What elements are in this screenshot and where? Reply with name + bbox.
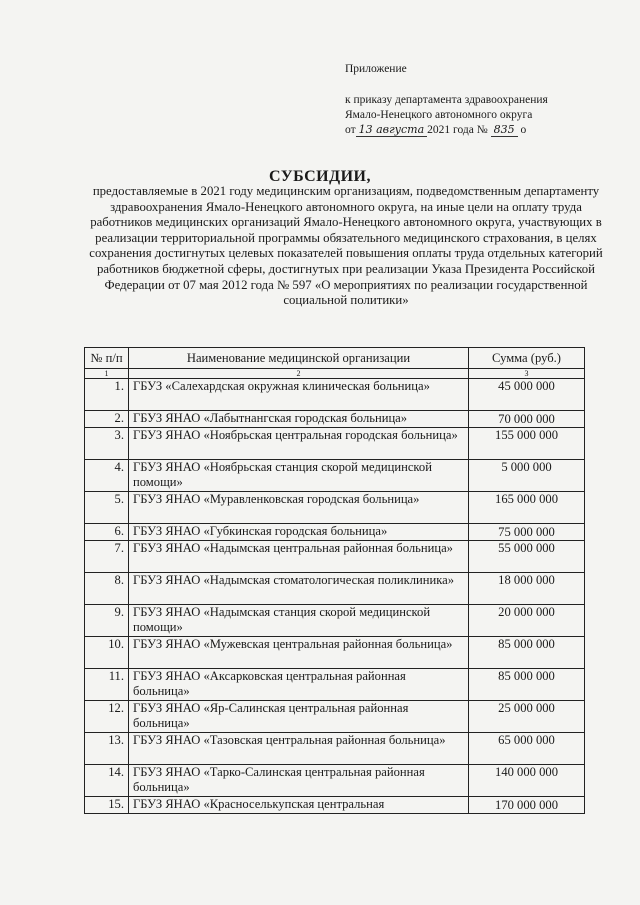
column-number-row [85, 369, 585, 379]
header-name: Наименование медицинской организации [129, 348, 469, 369]
row-num: 8. [85, 573, 129, 605]
row-name: ГБУЗ ЯНАО «Ноябрьская станция скорой медицинской помощи» [129, 460, 469, 492]
row-num: 5. [85, 492, 129, 524]
table-row [85, 573, 585, 605]
appendix-date-line [345, 123, 615, 138]
table-row [85, 797, 585, 814]
row-sum: 155 000 000 [469, 428, 585, 460]
row-name: ГБУЗ ЯНАО «Тарко-Салинская центральная районная больница» [129, 765, 469, 797]
table-row [85, 669, 585, 701]
row-sum: 165 000 000 [469, 492, 585, 524]
table-row [85, 460, 585, 492]
row-sum: 45 000 000 [469, 379, 585, 411]
row-name: ГБУЗ ЯНАО «Красноселькупская центральная [129, 797, 469, 814]
row-num: 15. [85, 797, 129, 814]
row-sum: 140 000 000 [469, 765, 585, 797]
row-sum: 85 000 000 [469, 669, 585, 701]
header-sum: Сумма (руб.) [469, 348, 585, 369]
colnum-1: 1 [85, 369, 129, 379]
colnum-2: 2 [129, 369, 469, 379]
row-sum: 65 000 000 [469, 733, 585, 765]
row-name: ГБУЗ ЯНАО «Губкинская городская больница» [129, 524, 469, 541]
row-sum: 5 000 000 [469, 460, 585, 492]
row-name: ГБУЗ ЯНАО «Ноябрьская центральная городская больница» [129, 428, 469, 460]
row-num: 7. [85, 541, 129, 573]
row-num: 11. [85, 669, 129, 701]
date-prefix: от [345, 124, 356, 136]
subsidies-table [84, 347, 585, 814]
row-num: 6. [85, 524, 129, 541]
row-num: 10. [85, 637, 129, 669]
table-row [85, 701, 585, 733]
table-row [85, 637, 585, 669]
row-name: ГБУЗ ЯНАО «Тазовская центральная районная больница» [129, 733, 469, 765]
row-name: ГБУЗ ЯНАО «Надымская стоматологическая поликлиника» [129, 573, 469, 605]
row-num: 1. [85, 379, 129, 411]
row-name: ГБУЗ ЯНАО «Муравленковская городская больница» [129, 492, 469, 524]
row-num: 14. [85, 765, 129, 797]
table-row [85, 765, 585, 797]
appendix-region-line: Ямало-Ненецкого автономного округа [345, 109, 533, 121]
row-name: ГБУЗ ЯНАО «Мужевская центральная районная больница» [129, 637, 469, 669]
table-row [85, 492, 585, 524]
handwritten-order-number: 835 [491, 124, 518, 137]
colnum-3: 3 [469, 369, 585, 379]
header-num: № п/п [85, 348, 129, 369]
row-num: 3. [85, 428, 129, 460]
row-sum: 85 000 000 [469, 637, 585, 669]
table-row [85, 541, 585, 573]
table-row [85, 605, 585, 637]
row-num: 12. [85, 701, 129, 733]
row-sum: 70 000 000 [469, 411, 585, 428]
row-sum: 55 000 000 [469, 541, 585, 573]
date-year: 2021 года № [427, 124, 488, 136]
table-row [85, 379, 585, 411]
date-suffix: о [520, 124, 527, 136]
appendix-title: Приложение [345, 63, 407, 75]
table-row [85, 428, 585, 460]
row-sum: 20 000 000 [469, 605, 585, 637]
row-name: ГБУЗ ЯНАО «Лабытнангская городская больница» [129, 411, 469, 428]
row-num: 13. [85, 733, 129, 765]
row-num: 9. [85, 605, 129, 637]
table-header-row [85, 348, 585, 369]
table-row [85, 411, 585, 428]
row-name: ГБУЗ ЯНАО «Надымская станция скорой медицинской помощи» [129, 605, 469, 637]
row-sum: 25 000 000 [469, 701, 585, 733]
table-row [85, 524, 585, 541]
appendix-order-line: к приказу департамента здравоохранения [345, 94, 548, 106]
row-num: 2. [85, 411, 129, 428]
document-heading: СУБСИДИИ, [269, 168, 371, 185]
row-name: ГБУЗ ЯНАО «Надымская центральная районная больница» [129, 541, 469, 573]
row-sum: 170 000 000 [469, 797, 585, 814]
table-row [85, 733, 585, 765]
document-intro: предоставляемые в 2021 году медицинским организациям, подведомственным департаменту здравоохранения Ямало-Ненецкого автономного округа, на иные цели на оплату труда работников медицинских организаций Ямало-Ненецкого автономного округа, участвующих в реализации территориальной программы обязательного медицинского страхования, в целях сохранения достигнутых целевых показателей повышения оплаты труда отдельных категорий работников бюджетной сферы, достигнутых при реализации Указа Президента Российской Федерации от 07 мая 2012 года № 597 «О мероприятиях по реализации государственной социальной политики» [89, 184, 603, 308]
row-sum: 75 000 000 [469, 524, 585, 541]
row-sum: 18 000 000 [469, 573, 585, 605]
row-name: ГБУЗ ЯНАО «Аксарковская центральная районная больница» [129, 669, 469, 701]
row-name: ГБУЗ «Салехардская окружная клиническая больница» [129, 379, 469, 411]
handwritten-date: 13 августа [356, 124, 428, 137]
row-name: ГБУЗ ЯНАО «Яр-Салинская центральная районная больница» [129, 701, 469, 733]
row-num: 4. [85, 460, 129, 492]
appendix-block [345, 62, 615, 138]
